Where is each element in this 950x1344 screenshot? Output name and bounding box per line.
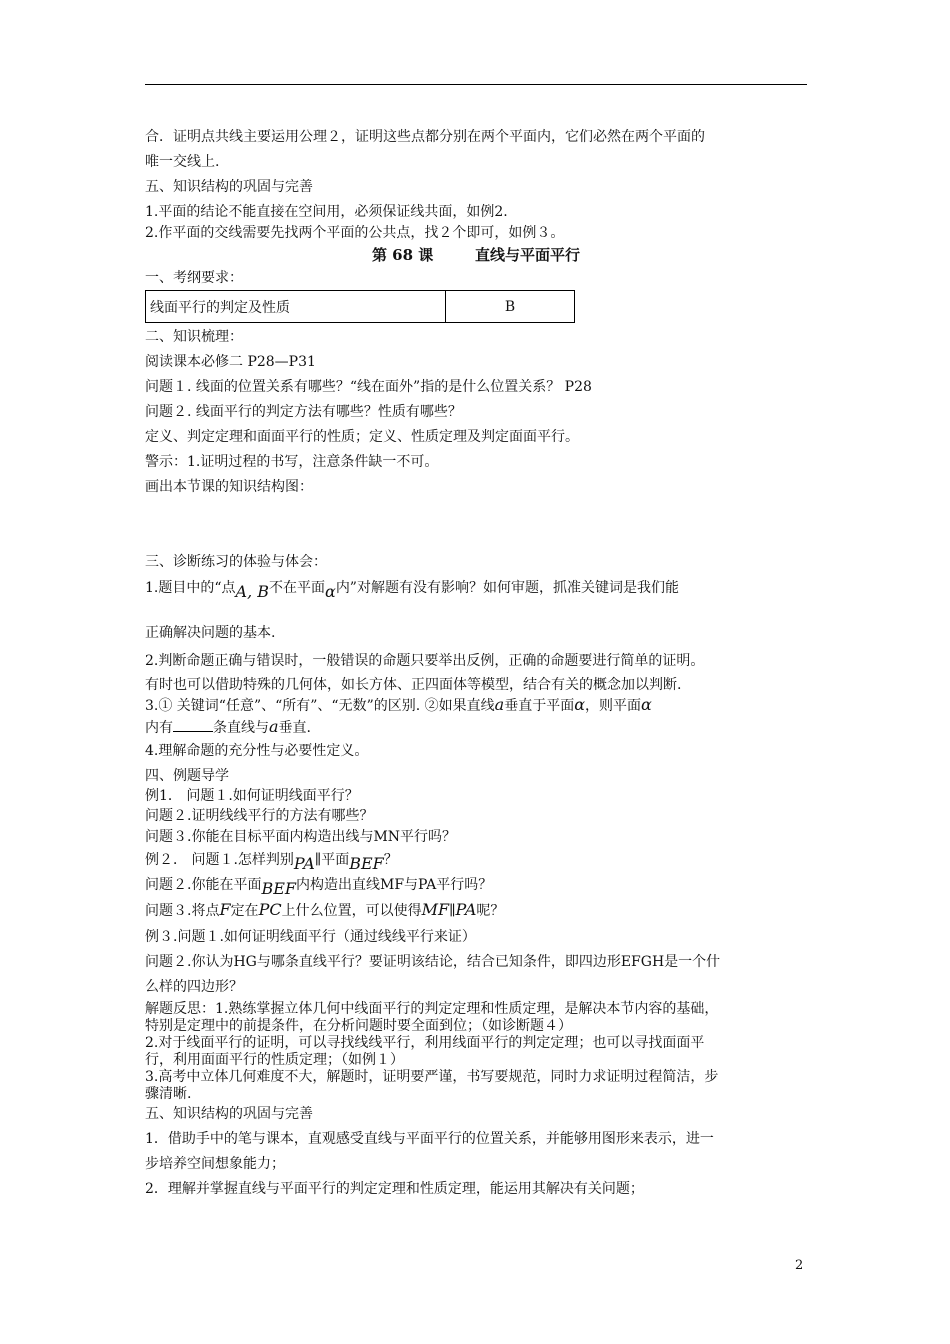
math-a: a <box>494 695 505 714</box>
math-alpha: α <box>641 695 652 714</box>
math-mf: MF <box>421 900 450 919</box>
syllabus-table <box>145 290 575 323</box>
section-heading: 一、考纲要求： <box>145 270 243 286</box>
text-line: 1．借助手中的笔与课本，直观感受直线与平面平行的位置关系，并能够用图形来表示，进一 <box>145 1131 714 1147</box>
page-number: 2 <box>795 1258 804 1273</box>
text-line: 解题反思：1.熟练掌握立体几何中线面平行的判定定理和性质定理，是解决本节内容的基础， <box>145 1001 719 1017</box>
text-line: 正确解决问题的基本. <box>145 625 276 641</box>
text-line: 2．理解并掌握直线与平面平行的判定定理和性质定理，能运用其解决有关问题； <box>145 1181 644 1197</box>
text-line: 问题３.你能在目标平面内构造出线与MN平行吗？ <box>145 829 457 845</box>
math-bef: BEF <box>349 854 384 873</box>
text-line: 有时也可以借助特殊的几何体，如长方体、正四面体等模型，结合有关的概念加以判断. <box>145 677 682 693</box>
text-line: 问题２.你能在平面BEF内构造出直线MF与PA平行吗？ <box>145 877 493 898</box>
table-cell-level: B <box>446 291 575 323</box>
text-line: 1.题目中的“点A, B不在平面α内”对解题有没有影响？如何审题，抓准关键词是我们能 <box>145 580 679 601</box>
text-line: 问题３.将点F定在PC上什么位置，可以使得MF∥PA呢？ <box>145 900 505 919</box>
text-line: 2.判断命题正确与错误时，一般错误的命题只要举出反例，正确的命题要进行简单的证明。 <box>145 653 705 669</box>
text-line: 例３.问题１.如何证明线面平行（通过线线平行来证） <box>145 929 476 945</box>
text-line: 画出本节课的知识结构图： <box>145 479 313 495</box>
math-pa: PA <box>455 900 477 919</box>
math-ab: A, B <box>235 582 269 601</box>
text-line: 例２． 问题１.怎样判别PA∥平面BEF？ <box>145 852 398 873</box>
text-line: 2.对于线面平行的证明，可以寻找线线平行，利用线面平行的判定定理；也可以寻找面面平 <box>145 1035 705 1051</box>
text-line: 问题２.你认为HG与哪条直线平行？要证明该结论，结合已知条件，即四边形EFGH是一个什 <box>145 954 721 970</box>
section-heading: 三、诊断练习的体验与体会： <box>145 554 327 570</box>
text-line: 4.理解命题的充分性与必要性定义。 <box>145 743 369 759</box>
text-line: 3.高考中立体几何难度不大，解题时，证明要严谨，书写要规范，同时力求证明过程简洁，步 <box>145 1069 719 1085</box>
text-line: 步培养空间想象能力； <box>145 1156 285 1172</box>
text-line: 么样的四边形？ <box>145 979 243 995</box>
math-pa: PA <box>293 854 315 873</box>
math-alpha: α <box>325 582 336 601</box>
section-heading: 五、知识结构的巩固与完善 <box>145 1106 313 1122</box>
math-alpha: α <box>574 695 586 714</box>
section-heading: 四、例题导学 <box>145 768 229 784</box>
section-heading: 五、知识结构的巩固与完善 <box>145 179 313 195</box>
text-line: 合．证明点共线主要运用公理２，证明这些点都分别在两个平面内，它们必然在两个平面的 <box>145 129 705 145</box>
text-line: 警示：1.证明过程的书写，注意条件缺一不可。 <box>145 454 439 470</box>
text-line: 行，利用面面平行的性质定理；（如例１） <box>145 1052 404 1068</box>
math-pc: PC <box>258 900 282 919</box>
text-line: 问题２.证明线线平行的方法有哪些？ <box>145 808 374 824</box>
text-line: 特别是定理中的前提条件，在分析问题时要全面到位；（如诊断题４） <box>145 1018 572 1034</box>
text-line: 1.平面的结论不能直接在空间用，必须保证线共面，如例2. <box>145 204 508 220</box>
text-line: 问题１. 线面的位置关系有哪些？“线在面外”指的是什么位置关系？ P28 <box>145 379 592 395</box>
text-line: 阅读课本必修二 P28—P31 <box>145 354 316 370</box>
math-a: a <box>269 717 279 736</box>
header-rule <box>145 84 807 85</box>
text-line: 3.① 关键词“任意”、“所有”、“无数”的区别. ②如果直线a垂直于平面α，则平面α <box>145 695 652 714</box>
text-line: 唯一交线上. <box>145 154 220 170</box>
lesson-title: 第 68 课 直线与平面平行 <box>371 246 581 264</box>
text-line: 骤清晰. <box>145 1086 192 1102</box>
table-cell-topic: 线面平行的判定及性质 <box>146 291 446 323</box>
math-bef: BEF <box>261 879 296 898</box>
section-heading: 二、知识梳理： <box>145 329 243 345</box>
math-f: F <box>219 900 231 919</box>
text-line: 定义、判定定理和面面平行的性质；定义、性质定理及判定面面平行。 <box>145 429 579 445</box>
fill-blank <box>173 719 213 732</box>
text-line: 2.作平面的交线需要先找两个平面的公共点，找２个即可，如例３。 <box>145 225 565 241</box>
text-line: 内有 条直线与a垂直. <box>145 717 311 736</box>
text-line: 问题２. 线面平行的判定方法有哪些？性质有哪些？ <box>145 404 462 420</box>
text-line: 例1． 问题１.如何证明线面平行？ <box>145 788 359 804</box>
